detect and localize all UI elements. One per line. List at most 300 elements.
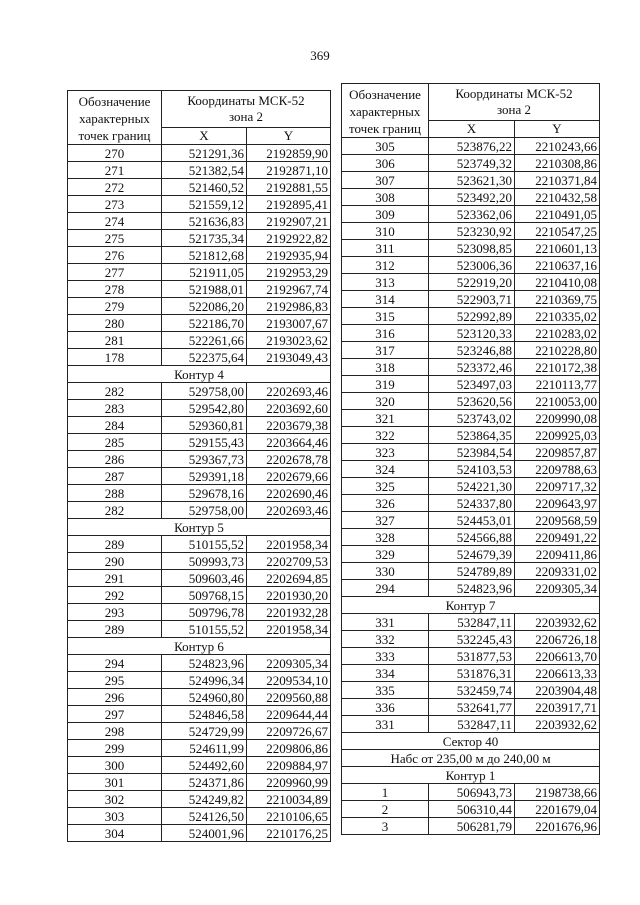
point-designation-header [342, 84, 429, 138]
point-number: 312 [342, 257, 429, 274]
x-coordinate: 532641,77 [429, 699, 515, 716]
y-coordinate: 2209717,32 [515, 478, 600, 495]
contour-label: Контур 4 [68, 366, 331, 383]
point-number: 291 [68, 570, 162, 587]
y-coordinate: 2210432,58 [515, 189, 600, 206]
y-column-header: Y [515, 121, 600, 138]
y-coordinate: 2201676,96 [515, 818, 600, 835]
table-row [68, 145, 331, 162]
point-number: 333 [342, 648, 429, 665]
table-row [342, 172, 600, 189]
coordinates-table-right [341, 83, 600, 835]
coordinates-header-line: зона 2 [228, 109, 264, 124]
point-number: 294 [342, 580, 429, 597]
point-designation-header-line: точек границ [78, 128, 151, 143]
table-row [342, 274, 600, 291]
table-row [68, 655, 331, 672]
point-number: 298 [68, 723, 162, 740]
table-body [68, 145, 331, 842]
table-row [68, 264, 331, 281]
y-coordinate: 2203692,60 [247, 400, 331, 417]
x-coordinate: 523864,35 [429, 427, 515, 444]
contour-label: Контур 6 [68, 638, 331, 655]
y-coordinate: 2201932,28 [247, 604, 331, 621]
y-coordinate: 2209788,63 [515, 461, 600, 478]
y-coordinate: 2210371,84 [515, 172, 600, 189]
y-coordinate: 2210637,16 [515, 257, 600, 274]
table-row [342, 461, 600, 478]
y-coordinate: 2209960,99 [247, 774, 331, 791]
contour-label: Контур 7 [342, 597, 600, 614]
point-number: 334 [342, 665, 429, 682]
point-designation-header [68, 91, 162, 145]
x-coordinate: 524960,80 [162, 689, 247, 706]
table-row [68, 587, 331, 604]
x-coordinate: 521382,54 [162, 162, 247, 179]
y-coordinate: 2201679,04 [515, 801, 600, 818]
y-coordinate: 2193023,62 [247, 332, 331, 349]
x-coordinate: 523230,92 [429, 223, 515, 240]
point-number: 331 [342, 716, 429, 733]
table-row [342, 512, 600, 529]
section-row [342, 597, 600, 614]
x-coordinate: 524249,82 [162, 791, 247, 808]
y-coordinate: 2202678,78 [247, 451, 331, 468]
table-row [342, 444, 600, 461]
x-coordinate: 532847,11 [429, 614, 515, 631]
y-coordinate: 2210308,86 [515, 155, 600, 172]
point-number: 2 [342, 801, 429, 818]
x-coordinate: 524823,96 [429, 580, 515, 597]
table-row [342, 308, 600, 325]
y-coordinate: 2206613,33 [515, 665, 600, 682]
table-row [68, 281, 331, 298]
point-number: 283 [68, 400, 162, 417]
point-number: 295 [68, 672, 162, 689]
x-coordinate: 529155,43 [162, 434, 247, 451]
coordinates-header [162, 91, 331, 128]
x-coordinate: 529367,73 [162, 451, 247, 468]
point-number: 3 [342, 818, 429, 835]
point-number: 278 [68, 281, 162, 298]
table-row [342, 206, 600, 223]
y-coordinate: 2202709,53 [247, 553, 331, 570]
table-row [68, 349, 331, 366]
x-coordinate: 521812,68 [162, 247, 247, 264]
point-number: 325 [342, 478, 429, 495]
table-row [342, 631, 600, 648]
point-number: 281 [68, 332, 162, 349]
table-row [68, 213, 331, 230]
y-coordinate: 2210172,38 [515, 359, 600, 376]
y-coordinate: 2203904,48 [515, 682, 600, 699]
x-coordinate: 523743,02 [429, 410, 515, 427]
x-coordinate: 524823,96 [162, 655, 247, 672]
point-number: 284 [68, 417, 162, 434]
y-coordinate: 2203932,62 [515, 614, 600, 631]
point-number: 294 [68, 655, 162, 672]
point-number: 335 [342, 682, 429, 699]
table-row [68, 162, 331, 179]
x-coordinate: 522086,20 [162, 298, 247, 315]
table-row [68, 570, 331, 587]
x-coordinate: 521911,05 [162, 264, 247, 281]
y-coordinate: 2209534,10 [247, 672, 331, 689]
contour-label: Контур 1 [342, 767, 600, 784]
point-number: 314 [342, 291, 429, 308]
point-number: 299 [68, 740, 162, 757]
x-coordinate: 506281,79 [429, 818, 515, 835]
y-coordinate: 2209990,08 [515, 410, 600, 427]
x-coordinate: 532245,43 [429, 631, 515, 648]
x-coordinate: 524566,88 [429, 529, 515, 546]
y-coordinate: 2201958,34 [247, 621, 331, 638]
x-coordinate: 523006,36 [429, 257, 515, 274]
point-number: 276 [68, 247, 162, 264]
x-coordinate: 523120,33 [429, 325, 515, 342]
table-row [342, 325, 600, 342]
coordinates-header-line: зона 2 [496, 102, 532, 117]
x-column-header: X [162, 128, 247, 145]
x-column-header: X [429, 121, 515, 138]
point-number: 282 [68, 502, 162, 519]
x-coordinate: 522919,20 [429, 274, 515, 291]
x-coordinate: 510155,52 [162, 536, 247, 553]
x-coordinate: 522186,70 [162, 315, 247, 332]
x-coordinate: 523492,20 [429, 189, 515, 206]
y-coordinate: 2203917,71 [515, 699, 600, 716]
x-coordinate: 509768,15 [162, 587, 247, 604]
table-row [342, 818, 600, 835]
y-coordinate: 2210491,05 [515, 206, 600, 223]
table-row [68, 689, 331, 706]
y-coordinate: 2209331,02 [515, 563, 600, 580]
point-number: 322 [342, 427, 429, 444]
section-row [342, 733, 600, 750]
point-number: 319 [342, 376, 429, 393]
point-number: 292 [68, 587, 162, 604]
table-row [342, 716, 600, 733]
point-number: 328 [342, 529, 429, 546]
y-coordinate: 2206613,70 [515, 648, 600, 665]
section-row [342, 750, 600, 767]
x-coordinate: 529758,00 [162, 383, 247, 400]
point-number: 297 [68, 706, 162, 723]
table-row [342, 580, 600, 597]
table-row [342, 155, 600, 172]
y-coordinate: 2210335,02 [515, 308, 600, 325]
x-coordinate: 509603,46 [162, 570, 247, 587]
point-number: 336 [342, 699, 429, 716]
section-label: Набс от 235,00 м до 240,00 м [342, 750, 600, 767]
point-number: 277 [68, 264, 162, 281]
y-coordinate: 2202690,46 [247, 485, 331, 502]
y-coordinate: 2209884,97 [247, 757, 331, 774]
y-coordinate: 2209568,59 [515, 512, 600, 529]
table-row [68, 434, 331, 451]
y-coordinate: 2209806,86 [247, 740, 331, 757]
y-coordinate: 2210369,75 [515, 291, 600, 308]
point-number: 302 [68, 791, 162, 808]
x-coordinate: 522903,71 [429, 291, 515, 308]
point-number: 286 [68, 451, 162, 468]
point-number: 330 [342, 563, 429, 580]
x-coordinate: 522992,89 [429, 308, 515, 325]
point-number: 323 [342, 444, 429, 461]
table-row [68, 740, 331, 757]
y-coordinate: 2203932,62 [515, 716, 600, 733]
table-row [342, 240, 600, 257]
x-coordinate: 524126,50 [162, 808, 247, 825]
section-row [68, 366, 331, 383]
x-coordinate: 506943,73 [429, 784, 515, 801]
table-row [68, 230, 331, 247]
x-coordinate: 523621,30 [429, 172, 515, 189]
point-number: 304 [68, 825, 162, 842]
x-coordinate: 532847,11 [429, 716, 515, 733]
y-coordinate: 2192907,21 [247, 213, 331, 230]
y-coordinate: 2192922,82 [247, 230, 331, 247]
point-number: 332 [342, 631, 429, 648]
table-row [68, 825, 331, 842]
table-row [68, 451, 331, 468]
point-number: 272 [68, 179, 162, 196]
point-number: 1 [342, 784, 429, 801]
page-number: 369 [310, 48, 330, 63]
x-coordinate: 523246,88 [429, 342, 515, 359]
x-coordinate: 521636,83 [162, 213, 247, 230]
table-row [342, 682, 600, 699]
table-row [342, 478, 600, 495]
y-coordinate: 2210601,13 [515, 240, 600, 257]
point-designation-header-line: Обозначение [349, 87, 421, 102]
x-coordinate: 523876,22 [429, 138, 515, 155]
x-coordinate: 524846,58 [162, 706, 247, 723]
x-coordinate: 510155,52 [162, 621, 247, 638]
point-number: 331 [342, 614, 429, 631]
y-coordinate: 2209925,03 [515, 427, 600, 444]
table-header [68, 91, 331, 145]
table-row [342, 376, 600, 393]
x-coordinate: 523372,46 [429, 359, 515, 376]
x-coordinate: 529758,00 [162, 502, 247, 519]
y-coordinate: 2193007,67 [247, 315, 331, 332]
table-row [68, 298, 331, 315]
table-row [68, 536, 331, 553]
y-coordinate: 2203679,38 [247, 417, 331, 434]
y-coordinate: 2210410,08 [515, 274, 600, 291]
coordinates-header-line: Координаты МСК-52 [187, 93, 305, 108]
x-coordinate: 523620,56 [429, 393, 515, 410]
x-coordinate: 524679,39 [429, 546, 515, 563]
table-row [68, 417, 331, 434]
point-number: 318 [342, 359, 429, 376]
table-row [68, 179, 331, 196]
point-designation-header-line: характерных [349, 104, 421, 119]
x-coordinate: 524453,01 [429, 512, 515, 529]
x-coordinate: 529360,81 [162, 417, 247, 434]
table-header [342, 84, 600, 138]
y-coordinate: 2210283,02 [515, 325, 600, 342]
table-row [342, 291, 600, 308]
x-coordinate: 524492,60 [162, 757, 247, 774]
x-coordinate: 524729,99 [162, 723, 247, 740]
point-number: 296 [68, 689, 162, 706]
section-label: Сектор 40 [342, 733, 600, 750]
y-coordinate: 2198738,66 [515, 784, 600, 801]
point-number: 316 [342, 325, 429, 342]
y-coordinate: 2210547,25 [515, 223, 600, 240]
table-body [342, 138, 600, 835]
y-coordinate: 2192881,55 [247, 179, 331, 196]
table-row [68, 774, 331, 791]
y-coordinate: 2192935,94 [247, 247, 331, 264]
point-number: 315 [342, 308, 429, 325]
table-row [68, 553, 331, 570]
point-number: 320 [342, 393, 429, 410]
x-coordinate: 522261,66 [162, 332, 247, 349]
y-coordinate: 2210228,80 [515, 342, 600, 359]
table-row [342, 546, 600, 563]
x-coordinate: 524001,96 [162, 825, 247, 842]
y-coordinate: 2209305,34 [515, 580, 600, 597]
x-coordinate: 523098,85 [429, 240, 515, 257]
point-number: 303 [68, 808, 162, 825]
point-number: 310 [342, 223, 429, 240]
table-row [68, 808, 331, 825]
x-coordinate: 529542,80 [162, 400, 247, 417]
point-number: 178 [68, 349, 162, 366]
point-number: 290 [68, 553, 162, 570]
y-coordinate: 2209726,67 [247, 723, 331, 740]
y-coordinate: 2202679,66 [247, 468, 331, 485]
table-row [342, 495, 600, 512]
x-coordinate: 521291,36 [162, 145, 247, 162]
y-coordinate: 2209305,34 [247, 655, 331, 672]
y-coordinate: 2192871,10 [247, 162, 331, 179]
y-coordinate: 2201930,20 [247, 587, 331, 604]
point-number: 285 [68, 434, 162, 451]
section-row [68, 519, 331, 536]
y-coordinate: 2209491,22 [515, 529, 600, 546]
table-row [342, 699, 600, 716]
table-row [342, 342, 600, 359]
x-coordinate: 523984,54 [429, 444, 515, 461]
point-number: 282 [68, 383, 162, 400]
point-number: 301 [68, 774, 162, 791]
table-row [342, 410, 600, 427]
x-coordinate: 524337,80 [429, 495, 515, 512]
y-coordinate: 2201958,34 [247, 536, 331, 553]
point-number: 324 [342, 461, 429, 478]
y-coordinate: 2203664,46 [247, 434, 331, 451]
point-number: 287 [68, 468, 162, 485]
table-row [342, 257, 600, 274]
y-coordinate: 2192953,29 [247, 264, 331, 281]
table-row [68, 502, 331, 519]
table-row [68, 706, 331, 723]
table-row [68, 791, 331, 808]
x-coordinate: 524789,89 [429, 563, 515, 580]
x-coordinate: 521460,52 [162, 179, 247, 196]
x-coordinate: 529391,18 [162, 468, 247, 485]
point-number: 273 [68, 196, 162, 213]
x-coordinate: 524221,30 [429, 478, 515, 495]
table-row [342, 359, 600, 376]
table-row [68, 196, 331, 213]
table-row [68, 757, 331, 774]
table-row [342, 665, 600, 682]
y-coordinate: 2192859,90 [247, 145, 331, 162]
table-row [68, 247, 331, 264]
point-number: 329 [342, 546, 429, 563]
point-number: 289 [68, 621, 162, 638]
x-coordinate: 509796,78 [162, 604, 247, 621]
table-row [68, 604, 331, 621]
point-number: 288 [68, 485, 162, 502]
x-coordinate: 524371,86 [162, 774, 247, 791]
y-coordinate: 2202694,85 [247, 570, 331, 587]
point-number: 317 [342, 342, 429, 359]
point-number: 275 [68, 230, 162, 247]
y-coordinate: 2210106,65 [247, 808, 331, 825]
table-row [68, 400, 331, 417]
x-coordinate: 529678,16 [162, 485, 247, 502]
table-row [68, 468, 331, 485]
point-designation-header-line: характерных [79, 111, 150, 126]
coordinates-header-line: Координаты МСК-52 [455, 86, 573, 101]
y-column-header: Y [247, 128, 331, 145]
y-coordinate: 2210243,66 [515, 138, 600, 155]
y-coordinate: 2210034,89 [247, 791, 331, 808]
point-number: 327 [342, 512, 429, 529]
point-number: 271 [68, 162, 162, 179]
x-coordinate: 531876,31 [429, 665, 515, 682]
section-row [342, 767, 600, 784]
point-number: 311 [342, 240, 429, 257]
y-coordinate: 2193049,43 [247, 349, 331, 366]
x-coordinate: 532459,74 [429, 682, 515, 699]
point-number: 321 [342, 410, 429, 427]
y-coordinate: 2210113,77 [515, 376, 600, 393]
x-coordinate: 522375,64 [162, 349, 247, 366]
table-row [342, 393, 600, 410]
x-coordinate: 531877,53 [429, 648, 515, 665]
x-coordinate: 521988,01 [162, 281, 247, 298]
point-number: 280 [68, 315, 162, 332]
table-row [68, 672, 331, 689]
table-row [342, 648, 600, 665]
y-coordinate: 2192986,83 [247, 298, 331, 315]
x-coordinate: 524103,53 [429, 461, 515, 478]
y-coordinate: 2210176,25 [247, 825, 331, 842]
table-row [342, 614, 600, 631]
table-row [68, 332, 331, 349]
x-coordinate: 521559,12 [162, 196, 247, 213]
table-row [68, 485, 331, 502]
table-row [342, 189, 600, 206]
table-row [342, 427, 600, 444]
y-coordinate: 2192895,41 [247, 196, 331, 213]
point-designation-header-line: точек границ [348, 121, 422, 136]
y-coordinate: 2209643,97 [515, 495, 600, 512]
table-row [342, 563, 600, 580]
y-coordinate: 2209411,86 [515, 546, 600, 563]
table-row [68, 621, 331, 638]
contour-label: Контур 5 [68, 519, 331, 536]
point-number: 293 [68, 604, 162, 621]
y-coordinate: 2192967,74 [247, 281, 331, 298]
